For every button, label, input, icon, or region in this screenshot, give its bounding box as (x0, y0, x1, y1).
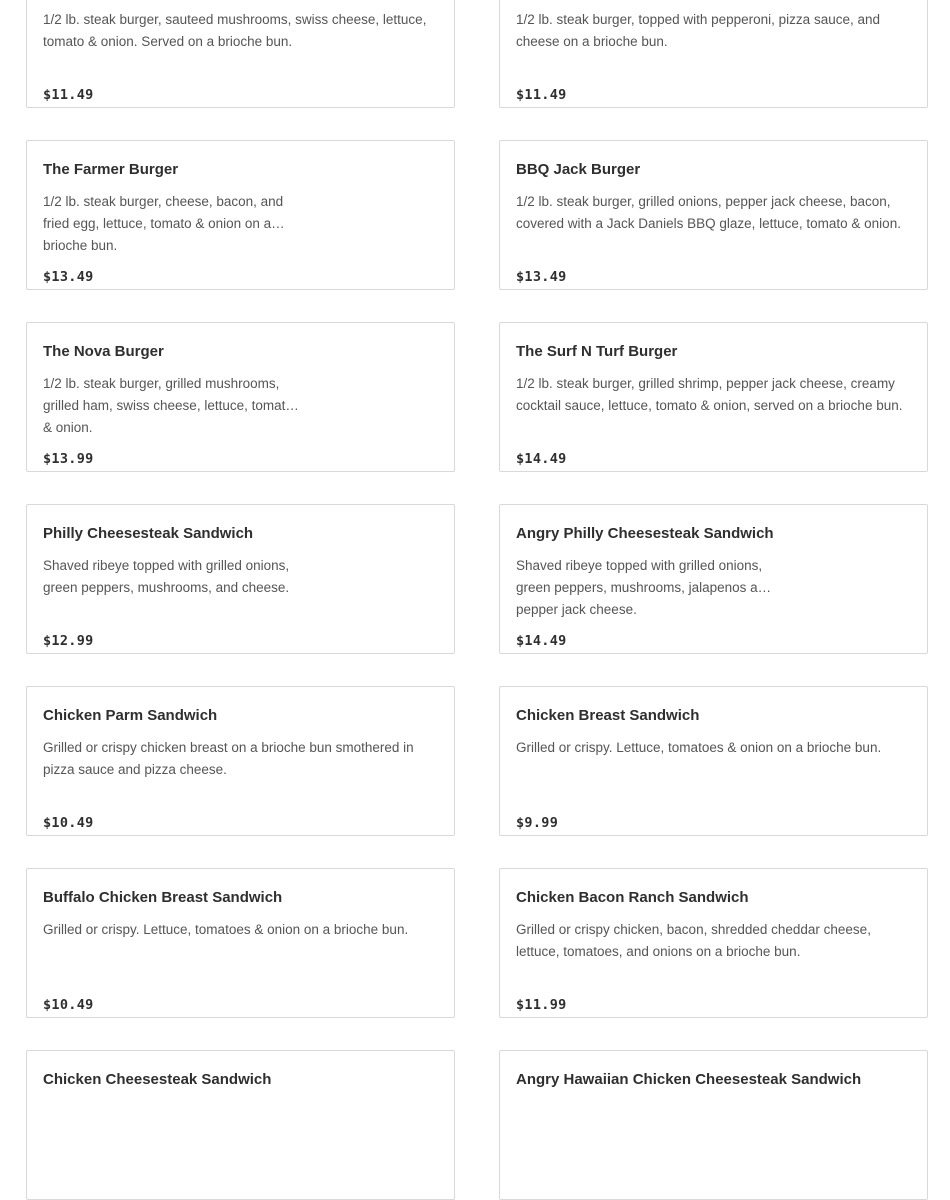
menu-item-description: 1/2 lb. steak burger, cheese, bacon, and fried egg, lettuce, tomato & onion on a brioche bun. (43, 194, 284, 253)
menu-item-description: 1/2 lb. steak burger, grilled mushrooms, grilled ham, swiss cheese, lettuce, tomato & onion. (43, 376, 293, 435)
menu-item-price: $11.99 (516, 997, 567, 1013)
menu-item-description: 1/2 lb. steak burger, grilled onions, pepper jack cheese, bacon, covered with a Jack Daniels BBQ glaze, lettuce, tomato & onion. (516, 194, 901, 231)
menu-item-description: Grilled or crispy. Lettuce, tomatoes & onion on a brioche bun. (516, 740, 882, 755)
menu-item-price: $9.99 (516, 815, 559, 831)
menu-item-card[interactable] (26, 504, 455, 654)
menu-item-card[interactable] (499, 868, 928, 1018)
menu-item-name: Chicken Parm Sandwich (43, 707, 218, 724)
menu-item-price: $13.99 (43, 451, 94, 467)
menu-item-card[interactable] (26, 868, 455, 1018)
menu-item-card[interactable] (26, 686, 455, 836)
menu-item-price: $13.49 (516, 269, 567, 285)
menu-item-description: Grilled or crispy chicken breast on a brioche bun smothered in pizza sauce and pizza cheese. (43, 740, 414, 777)
menu-item-description: Shaved ribeye topped with grilled onions, green peppers, mushrooms, jalapenos and pepper jack cheese. (516, 558, 773, 617)
menu-item-price: $10.49 (43, 997, 94, 1013)
menu-item-card[interactable] (499, 0, 928, 108)
menu-item-price: $14.49 (516, 633, 567, 649)
menu-item-description: Grilled or crispy chicken, bacon, shredded cheddar cheese, lettuce, tomatoes, and onions on a brioche bun. (516, 922, 871, 959)
menu-item-name: The Surf N Turf Burger (516, 343, 678, 360)
menu-item-name: Chicken Breast Sandwich (516, 707, 700, 724)
menu-item-card[interactable] (26, 1050, 455, 1200)
menu-item-card[interactable] (499, 504, 928, 654)
menu-item-description: 1/2 lb. steak burger, topped with pepperoni, pizza sauce, and cheese on a brioche bun. (516, 12, 880, 49)
menu-item-price: $13.49 (43, 269, 94, 285)
menu-grid (26, 0, 928, 1200)
menu-item-price: $14.49 (516, 451, 567, 467)
menu-item-name: Philly Cheesesteak Sandwich (43, 525, 254, 542)
menu-item-price: $10.49 (43, 815, 94, 831)
menu-item-card[interactable] (499, 140, 928, 290)
menu-item-price: $12.99 (43, 633, 94, 649)
menu-item-card[interactable] (499, 322, 928, 472)
menu-item-name: Angry Philly Cheesesteak Sandwich (516, 525, 774, 542)
menu-item-name: The Farmer Burger (43, 161, 179, 178)
menu-item-description: 1/2 lb. steak burger, sauteed mushrooms, swiss cheese, lettuce, tomato & onion. Served on a brioche bun. (43, 12, 427, 49)
menu-item-card[interactable] (26, 0, 455, 108)
menu-item-price: $11.49 (43, 87, 94, 103)
menu-item-description: Shaved ribeye topped with grilled onions, green peppers, mushrooms, and cheese. (43, 558, 290, 595)
menu-item-name: Chicken Bacon Ranch Sandwich (516, 889, 749, 906)
menu-item-name: Angry Hawaiian Chicken Cheesesteak Sandwich (516, 1071, 862, 1088)
menu-item-card[interactable] (499, 1050, 928, 1200)
menu-item-description: 1/2 lb. steak burger, grilled shrimp, pepper jack cheese, creamy cocktail sauce, lettuce, tomato & onion, served on a brioche bun. (516, 376, 903, 413)
menu-item-description: Grilled or crispy. Lettuce, tomatoes & onion on a brioche bun. (43, 922, 409, 937)
menu-item-name: BBQ Jack Burger (516, 161, 641, 178)
menu-item-card[interactable] (26, 140, 455, 290)
menu-item-card[interactable] (499, 686, 928, 836)
menu-item-card[interactable] (26, 322, 455, 472)
menu-item-name: The Nova Burger (43, 343, 164, 360)
menu-item-name: Buffalo Chicken Breast Sandwich (43, 889, 283, 906)
menu-item-name: Chicken Cheesesteak Sandwich (43, 1071, 272, 1088)
menu-item-price: $11.49 (516, 87, 567, 103)
